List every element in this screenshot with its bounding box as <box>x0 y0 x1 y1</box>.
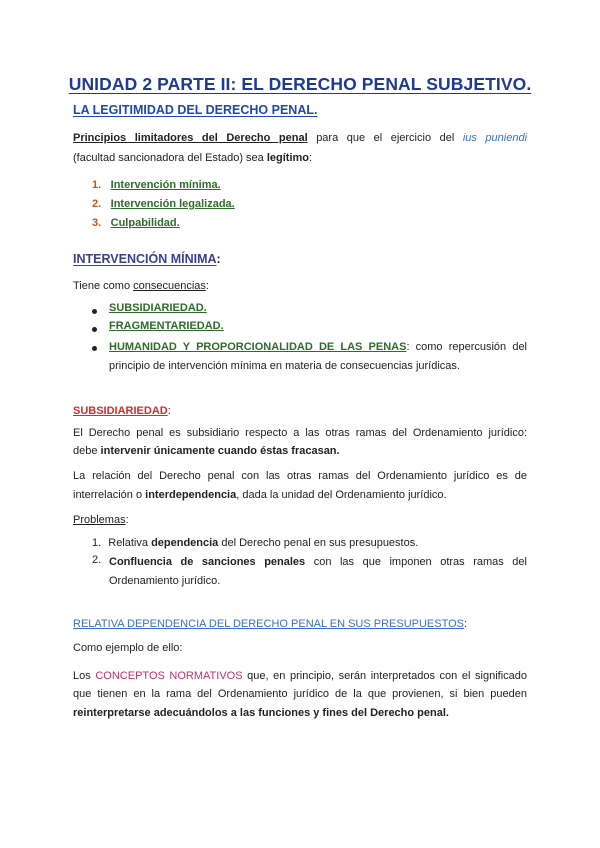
problem-num-2: 2. <box>92 554 102 566</box>
intro-text: Tiene como <box>73 280 131 292</box>
relativa-rest: que, en principio, serán interpretados con el significado <box>247 670 527 682</box>
principios-rest: para que el ejercicio del <box>316 132 455 144</box>
principle-item-3 <box>92 213 180 231</box>
problemas-colon: : <box>125 514 129 526</box>
p2-end: , dada la unidad del Ordenamiento jurídico. <box>236 489 447 501</box>
principios-link: Principios limitadores del Derecho penal <box>73 132 308 144</box>
subsidiariedad-p2-line2 <box>73 486 527 505</box>
heading-intervencion-text: INTERVENCIÓN MÍNIMA <box>73 252 217 266</box>
principle-item-2 <box>92 194 235 212</box>
problem-bold: dependencia <box>151 537 219 549</box>
heading-legitimidad: LA LEGITIMIDAD DEL DERECHO PENAL. <box>73 103 318 117</box>
bullet-icon <box>92 309 97 314</box>
relativa-ejemplo: Como ejemplo de ello: <box>73 642 183 654</box>
principle-label: Intervención legalizada. <box>110 198 235 210</box>
humanidad-rest: : como repercusión del <box>406 341 528 353</box>
heading-colon: : <box>216 252 221 266</box>
problem-bold: Confluencia de sanciones penales <box>109 556 306 568</box>
subsidiariedad-p2-line1: La relación del Derecho penal con las otras ramas del Ordenamiento jurídico es de <box>73 470 527 482</box>
subsidiariedad-p1-line1: El Derecho penal es subsidiario respecto a las otras ramas del Ordenamiento jurídico: <box>73 427 527 439</box>
conceptos-normativos: CONCEPTOS NORMATIVOS <box>95 670 243 682</box>
p2-text: interrelación o <box>73 489 143 501</box>
interdependencia-bold: interdependencia <box>145 489 237 501</box>
heading-subsidiariedad <box>73 401 171 419</box>
relativa-p-line3: reinterpretarse adecuándolos a las funciones y fines del Derecho penal. <box>73 707 449 719</box>
problemas-label <box>73 511 129 530</box>
subsidiariedad-p1-line2 <box>73 442 527 461</box>
paragraph-principios-line2 <box>73 149 527 168</box>
bullet-icon <box>92 346 97 351</box>
principios-line2-end: : <box>309 152 313 164</box>
legitimo-bold: legítimo <box>266 152 310 164</box>
heading-colon: : <box>167 405 171 417</box>
paragraph-principios-line1 <box>73 129 527 148</box>
intro-end: : <box>205 280 209 292</box>
principios-line2-text: (facultad sancionadora del Estado) sea <box>73 152 264 164</box>
ius-puniendi: ius puniendi <box>462 132 528 144</box>
problemas-underlined: Problemas <box>73 514 126 526</box>
principle-num: 1. <box>92 179 102 191</box>
relativa-heading-text: RELATIVA DEPENDENCIA DEL DERECHO PENAL EN SUS PRESUPUESTOS <box>73 618 465 630</box>
principle-num: 2. <box>92 198 102 210</box>
problem-item-2-line2: Ordenamiento jurídico. <box>109 575 221 587</box>
problem-num: 1. <box>92 537 102 549</box>
bullet-humanidad-line2: principio de intervención mínima en materia de consecuencias jurídicas. <box>109 360 460 372</box>
bullet-icon <box>92 327 97 332</box>
intervencion-intro <box>73 277 209 296</box>
principle-item-1 <box>92 175 221 193</box>
relativa-p-line1 <box>73 667 527 686</box>
consecuencias-underlined: consecuencias <box>133 280 206 292</box>
problem-rest: del Derecho penal en sus presupuestos. <box>221 537 419 549</box>
p1-bold: intervenir únicamente cuando éstas fracasan. <box>100 445 340 457</box>
bullet-humanidad <box>109 338 527 357</box>
page-title: UNIDAD 2 PARTE II: EL DERECHO PENAL SUBJETIVO. <box>68 74 532 94</box>
problem-item-1 <box>92 534 527 553</box>
principle-num: 3. <box>92 217 102 229</box>
problem-item-2 <box>109 553 527 572</box>
humanidad-label: HUMANIDAD Y PROPORCIONALIDAD DE LAS PENAS <box>109 341 407 353</box>
subsidiariedad-heading-text: SUBSIDIARIEDAD <box>73 405 168 417</box>
relativa-p-line2: que tienen en la rama del Ordenamiento jurídico de la que provienen, si bien pueden <box>73 688 527 700</box>
relativa-text: Los <box>73 670 91 682</box>
heading-intervencion <box>73 250 221 268</box>
principle-label: Intervención mínima. <box>110 179 221 191</box>
problem-text: Relativa <box>108 537 148 549</box>
heading-colon: : <box>464 618 468 630</box>
p1-text: debe <box>73 445 98 457</box>
principle-label: Culpabilidad. <box>110 217 180 229</box>
problem-rest: con las que imponen otras ramas del <box>313 556 527 568</box>
bullet-subsidiariedad: SUBSIDIARIEDAD. <box>109 302 207 314</box>
bullet-fragmentariedad: FRAGMENTARIEDAD. <box>109 320 224 332</box>
heading-relativa <box>73 614 467 632</box>
